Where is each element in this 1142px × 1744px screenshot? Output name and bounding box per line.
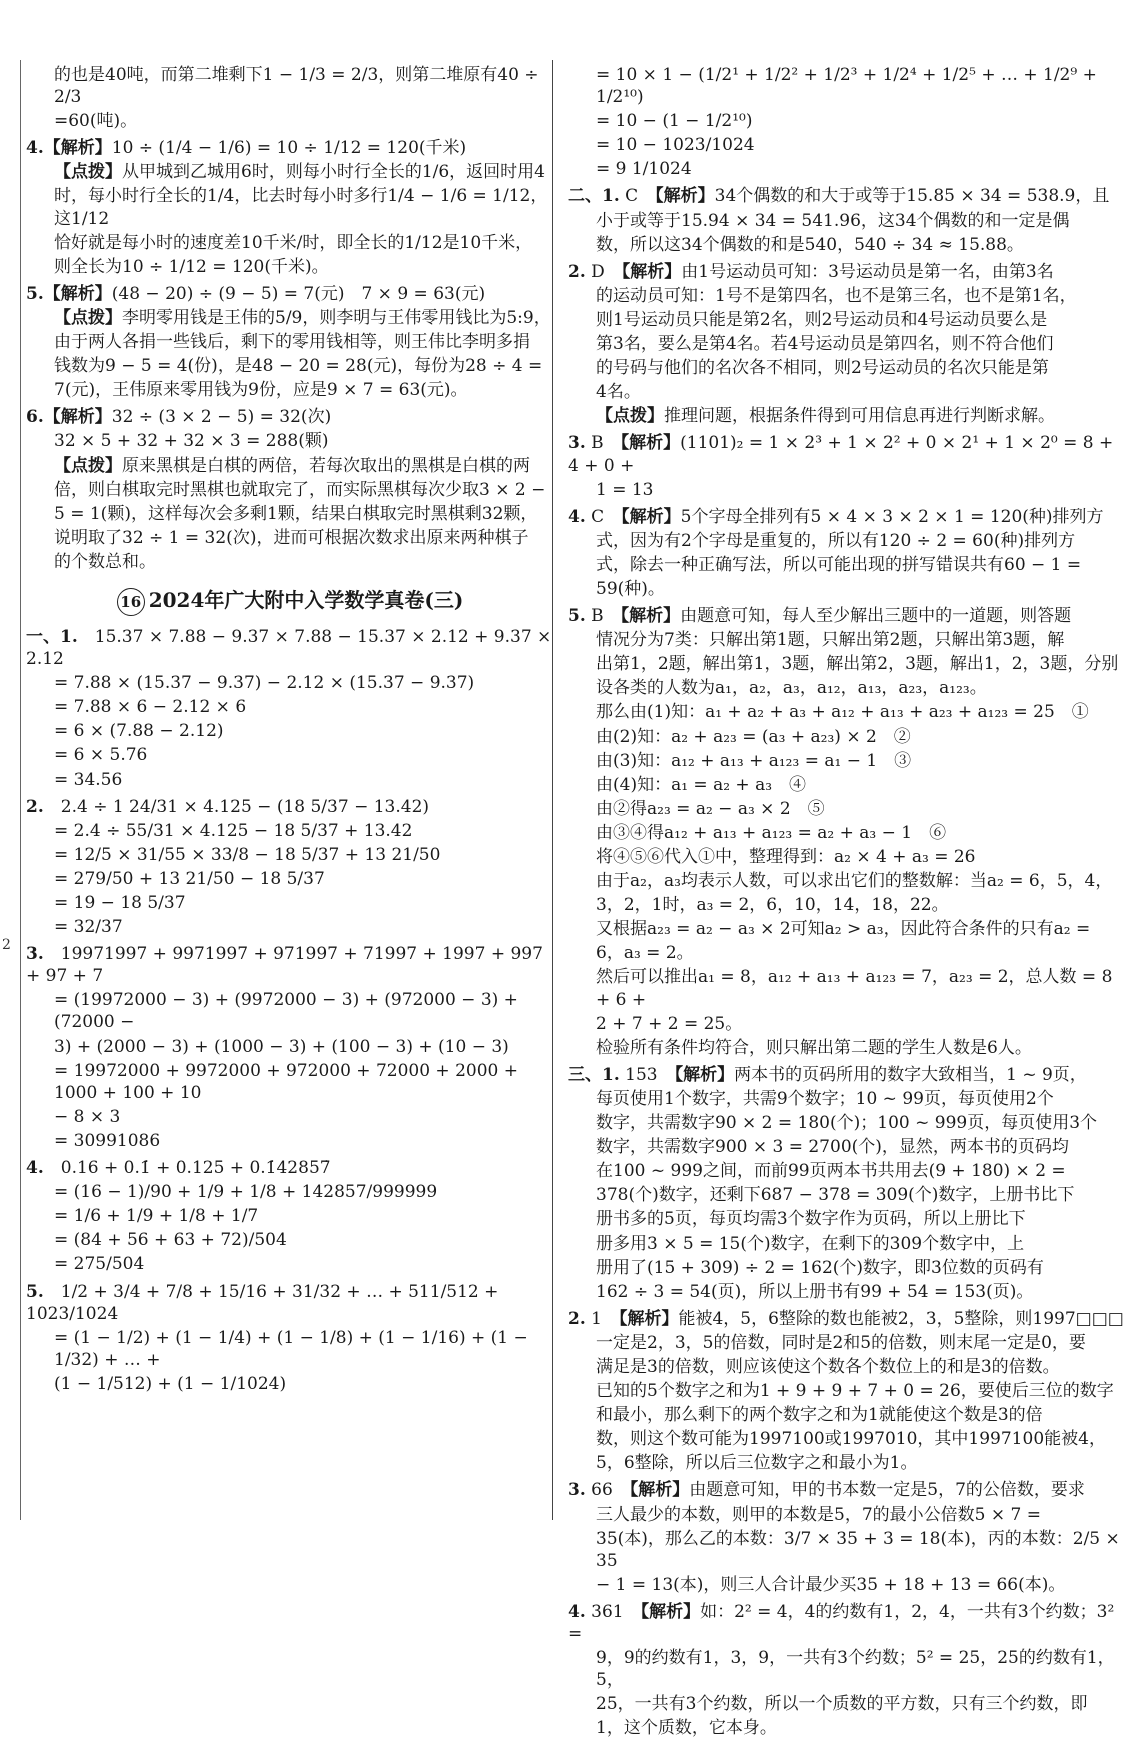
math-line: = 32/37 xyxy=(54,917,123,938)
text-line: 检验所有条件均符合，则只解出第二题的学生人数是6人。 xyxy=(596,1037,1032,1058)
math-line: = 10 − (1 − 1/2¹⁰) xyxy=(596,111,753,132)
math-line: (1 − 1/512) + (1 − 1/1024) xyxy=(54,1373,287,1394)
math-line: = 9 1/1024 xyxy=(596,159,692,180)
math-line: = 10 × 1 − (1/2¹ + 1/2² + 1/2³ + 1/2⁴ + 1/2⁵ + … + 1/2⁹ + 1/2¹⁰) xyxy=(596,65,1097,108)
item-number: 5. xyxy=(26,283,44,304)
tip-line: 7(元)，王伟原来零用钱为9份，应是9 × 7 = 63(元)。 xyxy=(54,380,468,401)
text-line: 册多用3 × 5 = 15(个)数字，在剩下的309个数字中，上 xyxy=(596,1233,1025,1254)
fill-4 xyxy=(568,1601,1128,1740)
calc-3 xyxy=(26,943,554,1152)
text-line: 由题意可知，甲的书本数一定是5，7的公倍数，要求 xyxy=(689,1480,1085,1501)
math-line: 0.16 + 0.1̇ + 0.125 + 0.1̇42857̇ xyxy=(60,1158,331,1179)
math-line: = 12/5 × 31/55 × 33/8 − 18 5/37 + 13 21/50 xyxy=(54,844,441,865)
right-column xyxy=(568,62,1128,1744)
item-number: 3. xyxy=(26,944,44,965)
item-number: 5. xyxy=(26,1281,44,1302)
math-line: = 279/50 + 13 21/50 − 18 5/37 xyxy=(54,868,325,889)
text-line: 三人最少的本数，则甲的本数是5，7的最小公倍数5 × 7 = xyxy=(596,1504,1041,1525)
text-line: 由题意可知，每人至少解出三题中的一道题，则答题 xyxy=(680,606,1072,627)
analysis-tag: 【解析】 xyxy=(618,1308,679,1329)
analysis-tag: 【解析】 xyxy=(43,407,112,428)
answer-value: 361 xyxy=(591,1601,624,1622)
text-line: 一定是2，3，5的倍数，同时是2和5的倍数，则末尾一定是0，要 xyxy=(596,1332,1086,1353)
text-line: 每页使用1个数字，共需9个数字；10 ~ 99页，每页使用2个 xyxy=(596,1088,1054,1109)
text-line: 和最小，那么剩下的两个数字之和为1就能使这个数是3的倍 xyxy=(596,1405,1043,1426)
text-line: 的运动员可知：1号不是第四名，也不是第三名，也不是第1名， xyxy=(596,285,1077,306)
tip-tag: 【点拨】 xyxy=(54,162,122,183)
text-line: 设各类的人数为a₁，a₂，a₃，a₁₂，a₁₃，a₂₃，a₁₂₃。 xyxy=(596,678,987,699)
fill-3 xyxy=(568,1479,1128,1595)
text-line: 3，2，1时，a₃ = 2，6，10，14，18，22。 xyxy=(596,895,949,916)
math-line: = 1/6 + 1/9 + 1/8 + 1/7 xyxy=(54,1206,259,1227)
analysis-tag: 【解析】 xyxy=(621,261,682,282)
section-badge: 16 xyxy=(117,588,145,616)
math-line: = (1 − 1/2) + (1 − 1/4) + (1 − 1/8) + (1 − 1/16) + (1 − 1/32) + … + xyxy=(54,1327,528,1370)
answer-value: 153 xyxy=(625,1064,658,1085)
text-line: 式，除去一种正确写法，所以可能出现的拼写错误共有60 − 1 = xyxy=(596,554,1082,575)
left-margin-rule xyxy=(20,60,21,1520)
tip-line: 则全长为10 ÷ 1/12 = 120(千米)。 xyxy=(54,256,329,277)
item-number: 4. xyxy=(568,1601,586,1622)
text-line: 两本书的页码所用的数字大致相当，1 ~ 9页， xyxy=(734,1064,1087,1085)
text-line: 由(4)知：a₁ = a₂ + a₃ ④ xyxy=(596,774,807,795)
math-line: − 8 × 3 xyxy=(54,1106,121,1127)
math-line: = 2.4 ÷ 55/31 × 4.125 − 18 5/37 + 13.42 xyxy=(54,820,413,841)
answer-6 xyxy=(26,406,554,573)
text-line: 由③④得a₁₂ + a₁₃ + a₁₂₃ = a₂ + a₃ − 1 ⑥ xyxy=(596,822,947,843)
answer-letter: C xyxy=(591,506,605,527)
answer-letter: B xyxy=(591,606,604,627)
margin-mark: 2 xyxy=(2,937,11,953)
math-line: = 6 × 5.76 xyxy=(54,745,148,766)
text-line: 5，6整除，所以后三位数字之和最小为1。 xyxy=(596,1453,918,1474)
text-line: 6，a₃ = 2。 xyxy=(596,943,694,964)
text-line: 的号码与他们的名次各不相同，则2号运动员的名次只能是第 xyxy=(596,358,1049,379)
text-line: 由②得a₂₃ = a₂ − a₃ × 2 ⑤ xyxy=(596,798,825,819)
item-number: 4. xyxy=(26,138,44,159)
item-number: 2. xyxy=(568,1308,586,1329)
answer-4 xyxy=(26,137,554,278)
fill-2 xyxy=(568,1308,1128,1475)
calc-4 xyxy=(26,1157,554,1275)
text-line: 册用了(15 + 309) ÷ 2 = 162(个)数字，即3位数的页码有 xyxy=(596,1257,1044,1278)
equation: 32 × 5 + 32 + 32 × 3 = 288(颗) xyxy=(54,431,329,452)
text-line: 59(种)。 xyxy=(596,578,665,599)
item-number: 2. xyxy=(26,796,44,817)
math-line: = (19972000 − 3) + (9972000 − 3) + (972000 − 3) + (72000 − xyxy=(54,990,518,1033)
text-line: 4名。 xyxy=(596,382,641,403)
text-line: 25，一共有3个约数，所以一个质数的平方数，只有三个约数，即 xyxy=(596,1694,1088,1715)
text-line: (1101)₂ = 1 × 2³ + 1 × 2² + 0 × 2¹ + 1 × 2⁰ = 8 + 4 + 0 + xyxy=(568,433,1114,476)
answer-value: 66 xyxy=(591,1480,613,1501)
fill-1 xyxy=(568,1064,1128,1303)
analysis-tag: 【解析】 xyxy=(620,433,681,454)
tip-line: 恰好就是每小时的速度差10千米/时，即全长的1/12是10千米， xyxy=(54,232,533,253)
item-number: 3. xyxy=(568,1480,586,1501)
text-line: 378(个)数字，还剩下687 − 378 = 309(个)数字，上册书比下 xyxy=(596,1185,1075,1206)
text-line: 册书多的5页，每页均需3个数字作为页码，所以上册比下 xyxy=(596,1209,1026,1230)
tip-tag: 【点拨】 xyxy=(54,455,122,476)
math-line: = 10 − 1023/1024 xyxy=(596,135,755,156)
choice-2 xyxy=(568,261,1128,428)
item-number: 4. xyxy=(26,1158,44,1179)
analysis-tag: 【解析】 xyxy=(621,506,681,527)
choice-1 xyxy=(568,185,1128,255)
calc-2 xyxy=(26,796,554,939)
tip-line: 倍，则白棋取完时黑棋也就取完了，而实际黑棋每次少取3 × 2 − xyxy=(54,479,546,500)
choice-3 xyxy=(568,432,1128,500)
item-number: 4. xyxy=(568,506,586,527)
analysis-tag: 【解析】 xyxy=(629,1480,690,1501)
answer-letter: B xyxy=(591,433,604,454)
math-line: = 7.88 × (15.37 − 9.37) − 2.12 × (15.37 − 9.37) xyxy=(54,673,475,694)
text-line: 的也是40吨，而第二堆剩下1 − 1/3 = 2/3，则第二堆原有40 ÷ 2/3 xyxy=(54,65,539,108)
analysis-tag: 【解析】 xyxy=(43,138,112,159)
text-line: 35(本)，那么乙的本数：3/7 × 35 + 3 = 18(本)，丙的本数：2/5 × 35 xyxy=(596,1528,1120,1571)
tip-line: 李明零用钱是王伟的5/9，则李明与王伟零用钱比为5:9， xyxy=(122,307,551,328)
text-line: 由(2)知：a₂ + a₂₃ = (a₃ + a₂₃) × 2 ② xyxy=(596,726,911,747)
math-line: = 6 × (7.88 − 2.12) xyxy=(54,721,224,742)
math-line: 1/2 + 3/4 + 7/8 + 15/16 + 31/32 + … + 511/512 + 1023/1024 xyxy=(26,1281,499,1324)
calc-1 xyxy=(26,626,554,791)
analysis-tag: 【解析】 xyxy=(620,606,681,627)
item-number: 二、1. xyxy=(568,186,620,207)
math-line: = 7.88 × 6 − 2.12 × 6 xyxy=(54,697,247,718)
item-number: 2. xyxy=(568,261,586,282)
answer-value: 1 xyxy=(591,1308,602,1329)
tip-line: 由于两人各捐一些钱后，剩下的零用钱相等，则王伟比李明多捐 xyxy=(54,332,530,353)
text-line: 出第1，2题，解出第1，3题，解出第2，3题，解出1，2，3题，分别 xyxy=(596,654,1119,675)
analysis-tag: 【解析】 xyxy=(640,1601,701,1622)
math-line: = 275/504 xyxy=(54,1254,145,1275)
text-line: 将④⑤⑥代入①中，整理得到：a₂ × 4 + a₃ = 26 xyxy=(596,847,976,867)
text-line: 数字，共需数字90 × 2 = 180(个)；100 ~ 999页，每页使用3个 xyxy=(596,1113,1098,1134)
text-line: 由于a₂，a₃均表示人数，可以求出它们的整数解：当a₂ = 6，5，4， xyxy=(596,871,1113,892)
text-line: 式，因为有2个字母是重复的，所以有120 ÷ 2 = 60(种)排列方 xyxy=(596,530,1076,551)
tip-tag: 【点拨】 xyxy=(596,406,664,427)
tip-line: 的个数总和。 xyxy=(54,551,156,572)
math-line: = 34.56 xyxy=(54,769,123,790)
continuation-block xyxy=(568,64,1128,180)
choice-4 xyxy=(568,506,1128,600)
text-line: 2 + 7 + 2 = 25。 xyxy=(596,1013,743,1034)
item-number: 3. xyxy=(568,433,586,454)
text-line: 1 = 13 xyxy=(596,479,654,500)
tip-line: 从甲城到乙城用6时，则每小时行全长的1/6，返回时用4 xyxy=(122,162,545,183)
text-line: 则1号运动员只能是第2名，则2号运动员和4号运动员要么是 xyxy=(596,309,1048,330)
item-number: 6. xyxy=(26,407,44,428)
tip-line: 钱数为9 − 5 = 4(份)，是48 − 20 = 28(元)，每份为28 ÷ 4 = xyxy=(54,356,543,377)
choice-5 xyxy=(568,605,1128,1059)
tip-line: 推理问题，根据条件得到可用信息再进行判断求解。 xyxy=(664,406,1055,427)
math-line: = (84 + 56 + 63 + 72)/504 xyxy=(54,1230,287,1251)
text-line: 如：2² = 4，4的约数有1，2，4，一共有3个约数；3² = xyxy=(568,1601,1115,1644)
text-line: 数，所以这34个偶数的和是540，540 ÷ 34 ≈ 15.88。 xyxy=(596,234,1024,255)
text-line: 数，则这个数可能为1997100或1997010，其中1997100能被4， xyxy=(596,1429,1106,1450)
text-line: 情况分为7类：只解出第1题，只解出第2题，只解出第3题，解 xyxy=(596,630,1065,651)
text-line: 小于或等于15.94 × 34 = 541.96，这34个偶数的和一定是偶 xyxy=(596,210,1070,231)
text-line: 9，9的约数有1，3，9，一共有3个约数；5² = 25，25的约数有1，5， xyxy=(596,1648,1115,1691)
math-line: 19971997 + 9971997 + 971997 + 71997 + 1997 + 997 + 97 + 7 xyxy=(26,944,543,987)
math-line: = 19972000 + 9972000 + 972000 + 72000 + 2000 + 1000 + 100 + 10 xyxy=(54,1060,518,1103)
item-number: 一、1. xyxy=(26,626,78,647)
answer-letter: D xyxy=(591,261,605,282)
text-line: 由(3)知：a₁₂ + a₁₃ + a₁₂₃ = a₁ − 1 ③ xyxy=(596,750,912,771)
math-line: = 19 − 18 5/37 xyxy=(54,893,186,913)
answer-letter: C xyxy=(625,186,639,207)
text-line: 已知的5个数字之和为1 + 9 + 9 + 7 + 0 = 26，要使后三位的数字 xyxy=(596,1381,1114,1402)
text-line: 满足是3的倍数，则应该使这个数各个数位上的和是3的倍数。 xyxy=(596,1356,1060,1377)
tip-line: 原来黑棋是白棋的两倍，若每次取出的黑棋是白棋的两 xyxy=(122,455,530,476)
tip-line: 说明取了32 ÷ 1 = 32(次)，进而可根据次数求出原来两种棋子 xyxy=(54,527,529,548)
math-line: 3) + (2000 − 3) + (1000 − 3) + (100 − 3) + (10 − 3) xyxy=(54,1036,509,1057)
section-title: 2024年广大附中入学数学真卷(三) xyxy=(148,587,464,612)
text-line: 由1号运动员可知：3号运动员是第一名，由第3名 xyxy=(681,261,1054,282)
item-number: 5. xyxy=(568,606,586,627)
text-line: 在100 ~ 999之间，而前99页两本书共用去(9 + 180) × 2 = xyxy=(596,1161,1066,1182)
text-line: 数字，共需数字900 × 3 = 2700(个)，显然，两本书的页码均 xyxy=(596,1137,1069,1158)
math-line: = (16 − 1)/90 + 1/9 + 1/8 + 142857/999999 xyxy=(54,1182,438,1203)
left-column xyxy=(26,62,554,1400)
equation: 32 ÷ (3 × 2 − 5) = 32(次) xyxy=(111,407,332,428)
analysis-tag: 【解析】 xyxy=(655,186,715,207)
equation: (48 − 20) ÷ (9 − 5) = 7(元) 7 × 9 = 63(元) xyxy=(111,283,486,304)
text-line: 34个偶数的和大于或等于15.85 × 34 = 538.9，且 xyxy=(714,186,1110,207)
text-line: 能被4，5，6整除的数也能被2，3，5整除，则1997□□□ xyxy=(678,1308,1124,1329)
analysis-tag: 【解析】 xyxy=(43,283,112,304)
tip-line: 5 = 1(颗)，这样每次会多剩1颗，结果白棋取完时黑棋剩32颗， xyxy=(54,503,538,524)
math-line: 15.37 × 7.88 − 9.37 × 7.88 − 15.37 × 2.12 + 9.37 × 2.12 xyxy=(26,626,552,670)
calc-5 xyxy=(26,1281,554,1395)
answer-5 xyxy=(26,283,554,401)
item-number: 三、1. xyxy=(568,1064,620,1085)
text-line: 第3名，要么是第4名。若4号运动员是第四名，则不符合他们 xyxy=(596,334,1054,355)
tip-line: 时，每小时行全长的1/4，比去时每小时多行1/4 − 1/6 = 1/12，这1/12 xyxy=(54,186,548,229)
text-line: 那么由(1)知：a₁ + a₂ + a₃ + a₁₂ + a₁₃ + a₂₃ + a₁₂₃ = 25 ① xyxy=(596,702,1089,723)
text-line: − 1 = 13(本)，则三人合计最少买35 + 18 + 13 = 66(本)。 xyxy=(596,1574,1066,1595)
text-line: 然后可以推出a₁ = 8，a₁₂ + a₁₃ + a₁₂₃ = 7，a₂₃ = 2，总人数 = 8 + 6 + xyxy=(596,967,1113,1010)
math-line: 2.4 ÷ 1 24/31 × 4.125 − (18 5/37 − 13.42) xyxy=(60,796,430,817)
text-line: =60(吨)。 xyxy=(54,111,138,132)
tip-tag: 【点拨】 xyxy=(54,307,122,328)
continuation-block xyxy=(26,64,554,132)
text-line: 1，这个质数，它本身。 xyxy=(596,1718,777,1739)
text-line: 又根据a₂₃ = a₂ − a₃ × 2可知a₂ > a₃，因此符合条件的只有a₂ = xyxy=(596,919,1091,940)
text-line: 5个字母全排列有5 × 4 × 3 × 2 × 1 = 120(种)排列方 xyxy=(680,506,1104,527)
equation: 10 ÷ (1/4 − 1/6) = 10 ÷ 1/12 = 120(千米) xyxy=(111,138,467,159)
math-line: = 30991086 xyxy=(54,1130,161,1151)
analysis-tag: 【解析】 xyxy=(674,1064,735,1085)
text-line: 162 ÷ 3 = 54(页)，所以上册书有99 + 54 = 153(页)。 xyxy=(596,1281,1034,1302)
section-heading xyxy=(26,587,554,616)
